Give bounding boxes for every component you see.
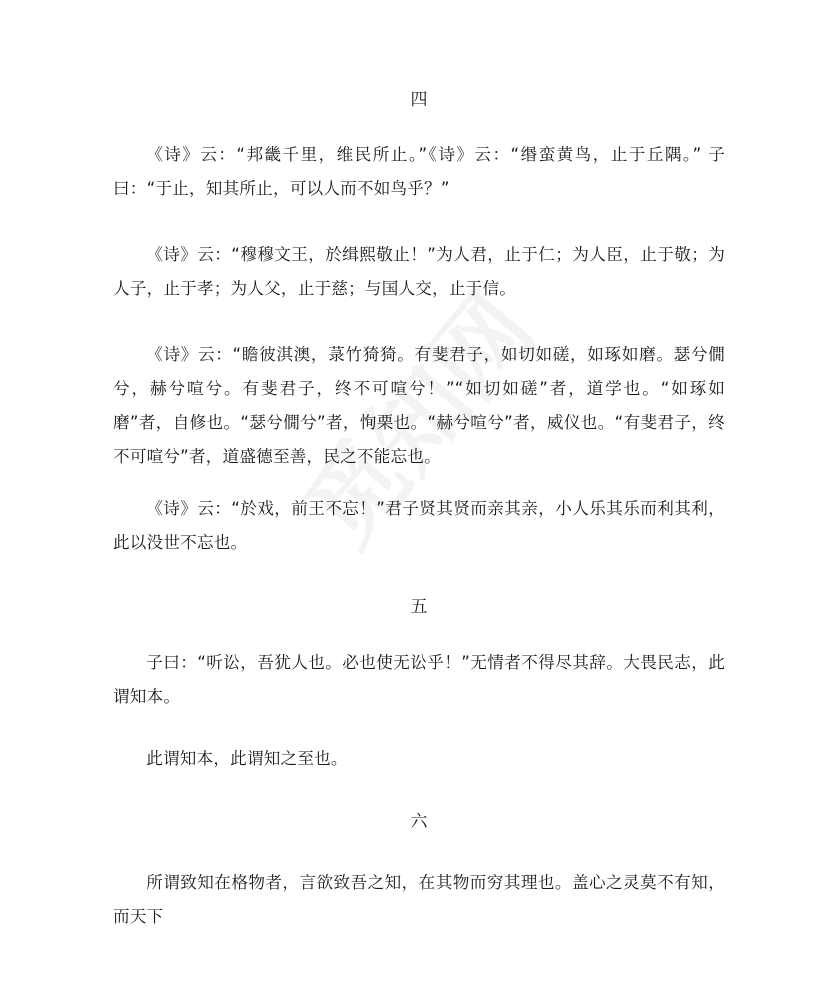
paragraph: 子曰：“听讼，吾犹人也。必也使无讼乎！”无情者不得尽其辞。大畏民志，此谓知本。 (113, 653, 725, 706)
paragraph: 所谓致知在格物者，言欲致吾之知，在其物而穷其理也。盖心之灵莫不有知，而天下 (113, 873, 725, 926)
paragraph: 此谓知本，此谓知之至也。 (146, 749, 348, 768)
paragraph: 《诗》云：“瞻彼淇澳，菉竹猗猗。有斐君子，如切如磋，如琢如磨。瑟兮僩兮，赫兮喧兮。有斐君子，终不可喧兮！”“如切如磋”者，道学也。“如琢如磨”者，自修也。“瑟兮僩兮”者，恂栗也。“赫兮喧兮”者，威仪也。“有斐君子，终不可喧兮”者，道盛德至善，民之不能忘也。 (113, 345, 725, 466)
section-heading-5: 五 (410, 597, 428, 617)
paragraph: 《诗》云：“邦畿千里，维民所止。”《诗》云：“缗蛮黄鸟，止于丘隅。” 子曰：“于止，知其所止，可以人而不如鸟乎？” (113, 145, 725, 198)
section-heading-4: 四 (410, 90, 428, 110)
section-heading-6: 六 (410, 812, 428, 832)
paragraph: 《诗》云：“於戏，前王不忘！”君子贤其贤而亲其亲，小人乐其乐而利其利，此以没世不忘也。 (113, 499, 725, 552)
paragraph: 《诗》云：“穆穆文王，於缉熙敬止！”为人君，止于仁；为人臣，止于敬；为人子，止于孝；为人父，止于慈；与国人交，止于信。 (113, 245, 725, 298)
